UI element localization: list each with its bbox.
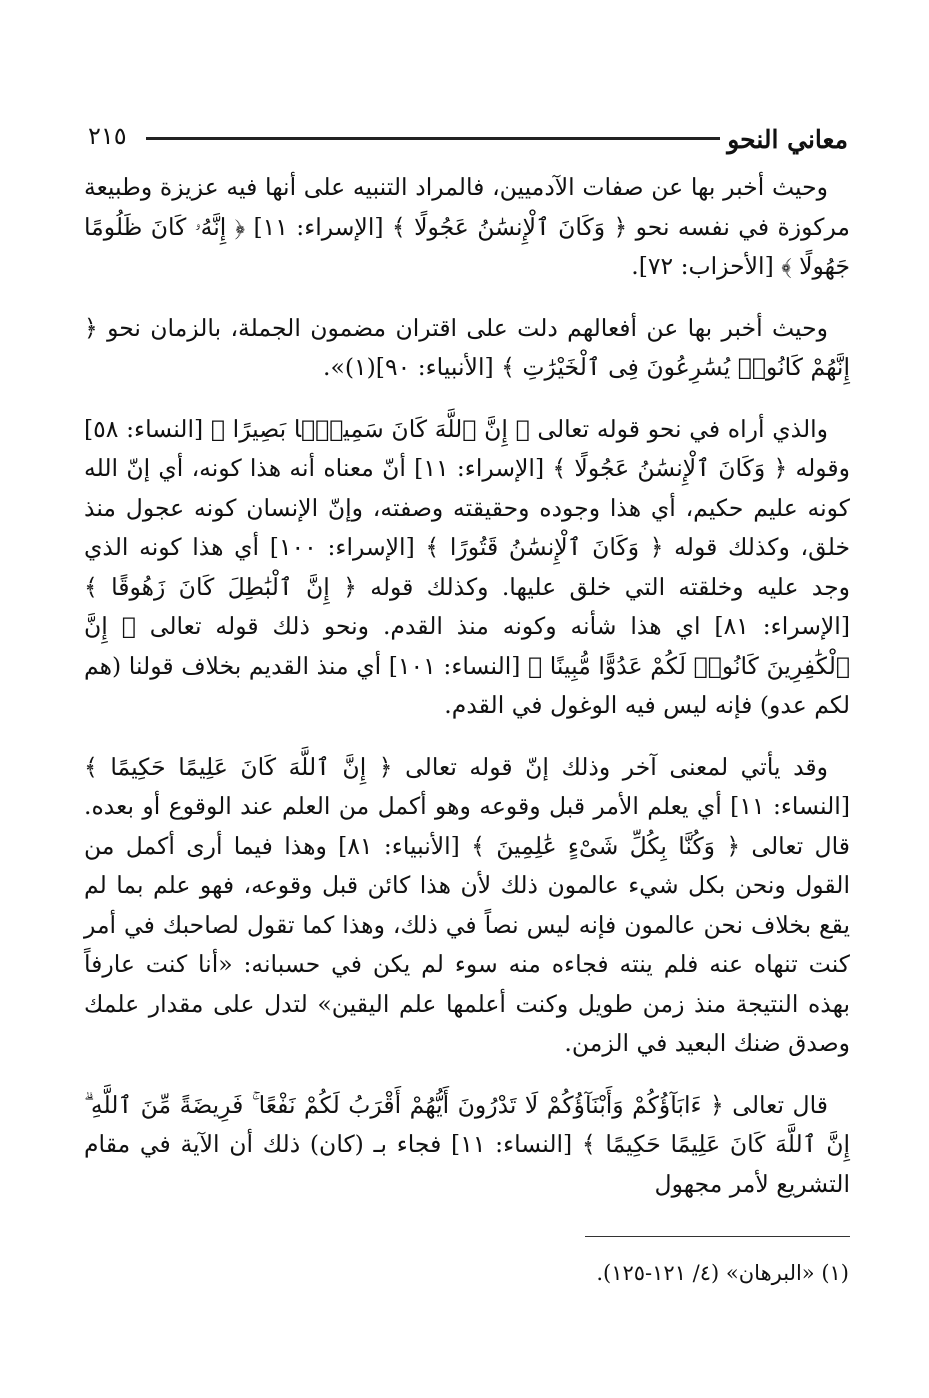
header-rule bbox=[146, 137, 720, 140]
body-text bbox=[84, 168, 850, 1226]
paragraph-5: قال تعالى ﴿ ءَابَآؤُكُمْ وَأَبْنَآؤُكُمْ لَا تَدْرُونَ أَيُّهُمْ أَقْرَبُ لَكُمْ نَفْعًا ۚ فَرِيضَةً مِّنَ ٱللَّهِ ۗ إِنَّ ٱللَّهَ كَانَ عَلِيمًا حَكِيمًا ﴾ [النساء: ١١] فجاء بـ (كان) ذلك أن الآية في مقام التشريع لأمر مجهول bbox=[84, 1090, 850, 1198]
page-number: ٢١٥ bbox=[88, 122, 127, 150]
paragraph-4: وقد يأتي لمعنى آخر وذلك إنّ قوله تعالى ﴿ إِنَّ ٱللَّهَ كَانَ عَلِيمًا حَكِيمًا ﴾ [النساء: ١١] أي يعلم الأمر قبل وقوعه وهو أكمل من العلم عند الوقوع أو بعده. قال تعالى ﴿ وَكُنَّا بِكُلِّ شَىْءٍ عَٰلِمِينَ ﴾ [الأنبياء: ٨١] وهذا فيما أرى أكمل من القول ونحن بكل شيء عالمون ذلك لأن هذا كائن قبل وقوعه، فهو علم بما لم يقع بخلاف نحن عالمون فإنه ليس نصاً في ذلك، وهذا كما تقول لصاحبك في أمر كنت تنهاه عنه فلم ينته فجاءه منه سوء لم يكن في حسبانه: «أنا كنت عارفاً بهذه النتيجة منذ زمن طويل وكنت أعلمها علم اليقين» لتدل على مقدار علمك وصدق ضنك البعيد في الزمن. bbox=[84, 752, 851, 1057]
book-title: معاني النحو bbox=[727, 125, 848, 154]
footnote-rule bbox=[585, 1236, 850, 1237]
paragraph-2: وحيث أخبر بها عن أفعالهم دلت على اقتران مضمون الجملة، بالزمان نحو ﴿ إِنَّهُمْ كَانُوا۟ يُسَٰرِعُونَ فِى ٱلْخَيْرَٰتِ ﴾ [الأنبياء: ٩٠](١)». bbox=[84, 313, 850, 381]
footnote: (١) «البرهان» (٤/ ١٢١-١٢٥). bbox=[596, 1261, 849, 1285]
paragraph-1: وحيث أخبر بها عن صفات الآدميين، فالمراد التنبيه على أنها فيه عزيزة وطبيعة مركوزة في نفسه نحو ﴿ وَكَانَ ٱلْإِنسَٰنُ عَجُولًا ﴾ [الإسراء: ١١] ﴿ إِنَّهُۥ كَانَ ظَلُومًا جَهُولًا ﴾ [الأحزاب: ٧٢]. bbox=[84, 173, 850, 280]
paragraph-3: والذي أراه في نحو قوله تعالى ﴿ إِنَّ ٱللَّهَ كَانَ سَمِيعًۢا بَصِيرًا ﴾ [النساء: ٥٨] وقوله ﴿ وَكَانَ ٱلْإِنسَٰنُ عَجُولًا ﴾ [الإسراء: ١١] أنّ معناه أنه هذا كونه، أي إنّ الله كونه عليم حكيم، أي هذا وجوده وحقيقته وصفته، وإنّ الإنسان كونه عجول منذ خلق، وكذلك قوله ﴿ وَكَانَ ٱلْإِنسَٰنُ قَتُورًا ﴾ [الإسراء: ١٠٠] أي هذا كونه الذي وجد عليه وخلقته التي خلق عليها. وكذلك قوله ﴿ إِنَّ ٱلْبَٰطِلَ كَانَ زَهُوقًا ﴾ [الإسراء: ٨١] اي هذا شأنه وكونه منذ القدم. ونحو ذلك قوله تعالى ﴿ إِنَّ ٱلْكَٰفِرِينَ كَانُوا۟ لَكُمْ عَدُوًّا مُّبِينًا ﴾ [النساء: ١٠١] أي منذ القديم بخلاف قولنا (هم لكم عدو) فإنه ليس فيه الوغول في القدم. bbox=[84, 414, 850, 719]
page-header bbox=[88, 118, 848, 162]
